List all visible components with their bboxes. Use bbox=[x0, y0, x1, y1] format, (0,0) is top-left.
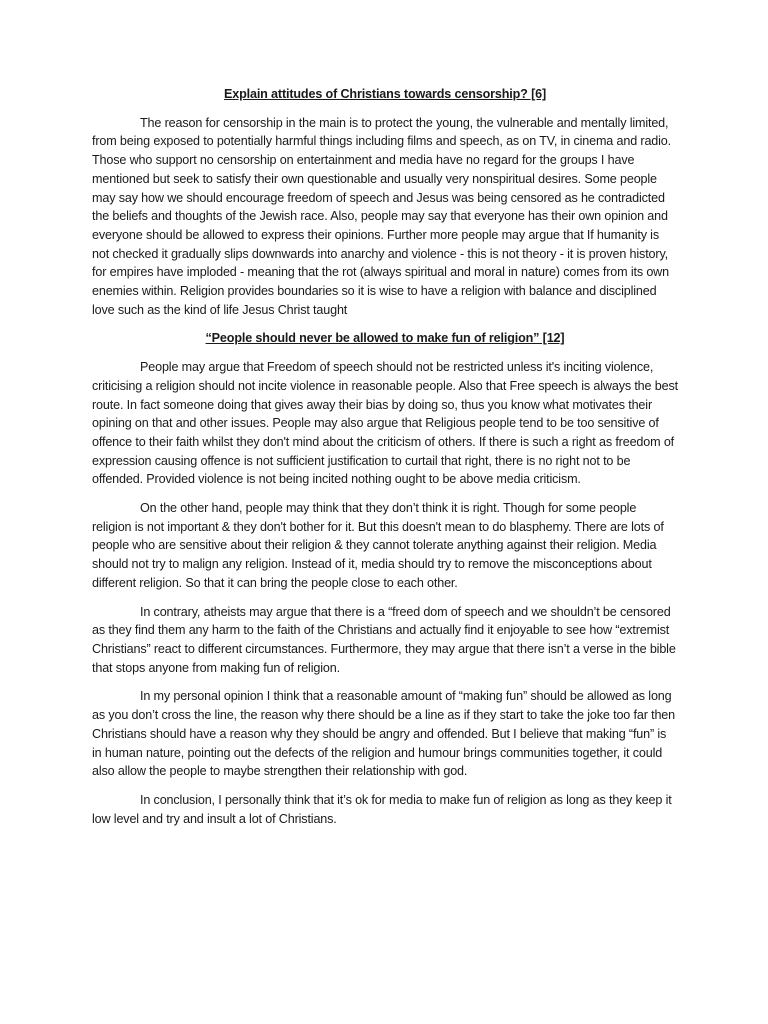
paragraph-personal-opinion: In my personal opinion I think that a reasonable amount of “making fun” should be allowed as long as you don’t cross the line, the reason why there should be a line as if they start to take the joke too far then Christians should have a reason why they should be angry and offended. But I believe that making “fun” is in human nature, pointing out the defects of the religion and humour brings communities together, it could also allow the people to maybe strengthen their relationship with god. bbox=[92, 689, 676, 779]
paragraph-freedom-of-speech: People may argue that Freedom of speech should not be restricted unless it's inciting violence, criticising a religion should not incite violence in reasonable people. Also that Free speech is always the best route. In fact someone doing that gives away their bias by doing so, thus you know what motivates their opining on that and other issues. People may also argue that Religious people tend to be too sensitive of offence to their faith whilst they don't mind about the criticism of others. If there is such a right as freedom of expression causing offence is not sufficient justification to curtail that right, there is no right not to be offended. Provided violence is not being incited nothing ought to be above media criticism. bbox=[92, 360, 678, 487]
question-1-heading: Explain attitudes of Christians towards censorship? [6] bbox=[223, 87, 547, 101]
question-2-heading: “People should never be allowed to make fun of religion” [12] bbox=[205, 331, 565, 346]
paragraph-other-hand: On the other hand, people may think that they don’t think it is right. Though for some people religion is not important & they don't bother for it. But this doesn't mean to do blasphemy. There are lots of people who are sensitive about their religion & they cannot tolerate anything against their religion. Media should not try to malign any religion. Instead of it, media should try to remove the misconceptions about different religion. So that it can bring the people close to each other. bbox=[92, 501, 664, 590]
document-page bbox=[92, 85, 678, 838]
question-1-paragraph: The reason for censorship in the main is to protect the young, the vulnerable and mentally limited, from being exposed to potentially harmful things including films and speech, as on TV, in cinema and radio. Those who support no censorship on entertainment and media have no regard for the groups I have mentioned but seek to satisfy their own questionable and usually very nonspiritual desires. Some people may say how we should encourage freedom of speech and Jesus was being censored as he contradicted the beliefs and thoughts of the Jewish race. Also, people may say that everyone has their own opinion and everyone should be allowed to express their opinions. Further more people may argue that If humanity is not checked it gradually slips downwards into anarchy and violence - this is not theory - it is proven history, for empires have imploded - meaning that the rot (always spiritual and moral in nature) comes from its own enemies within. Religion provides boundaries so it is wise to have a religion with balance and disciplined love such as the kind of life Jesus Christ taught bbox=[92, 115, 672, 317]
paragraph-atheists: In contrary, atheists may argue that there is a “freed dom of speech and we shouldn’t be censored as they find them any harm to the faith of the Christians and actually find it enjoyable to see how “extremist Christians” react to different circumstances. Furthermore, they may argue that there isn’t a verse in the bible that stops anyone from making fun of religion. bbox=[92, 604, 676, 675]
paragraph-conclusion: In conclusion, I personally think that it’s ok for media to make fun of religion as long as they keep it low level and try and insult a lot of Christians. bbox=[92, 792, 672, 826]
